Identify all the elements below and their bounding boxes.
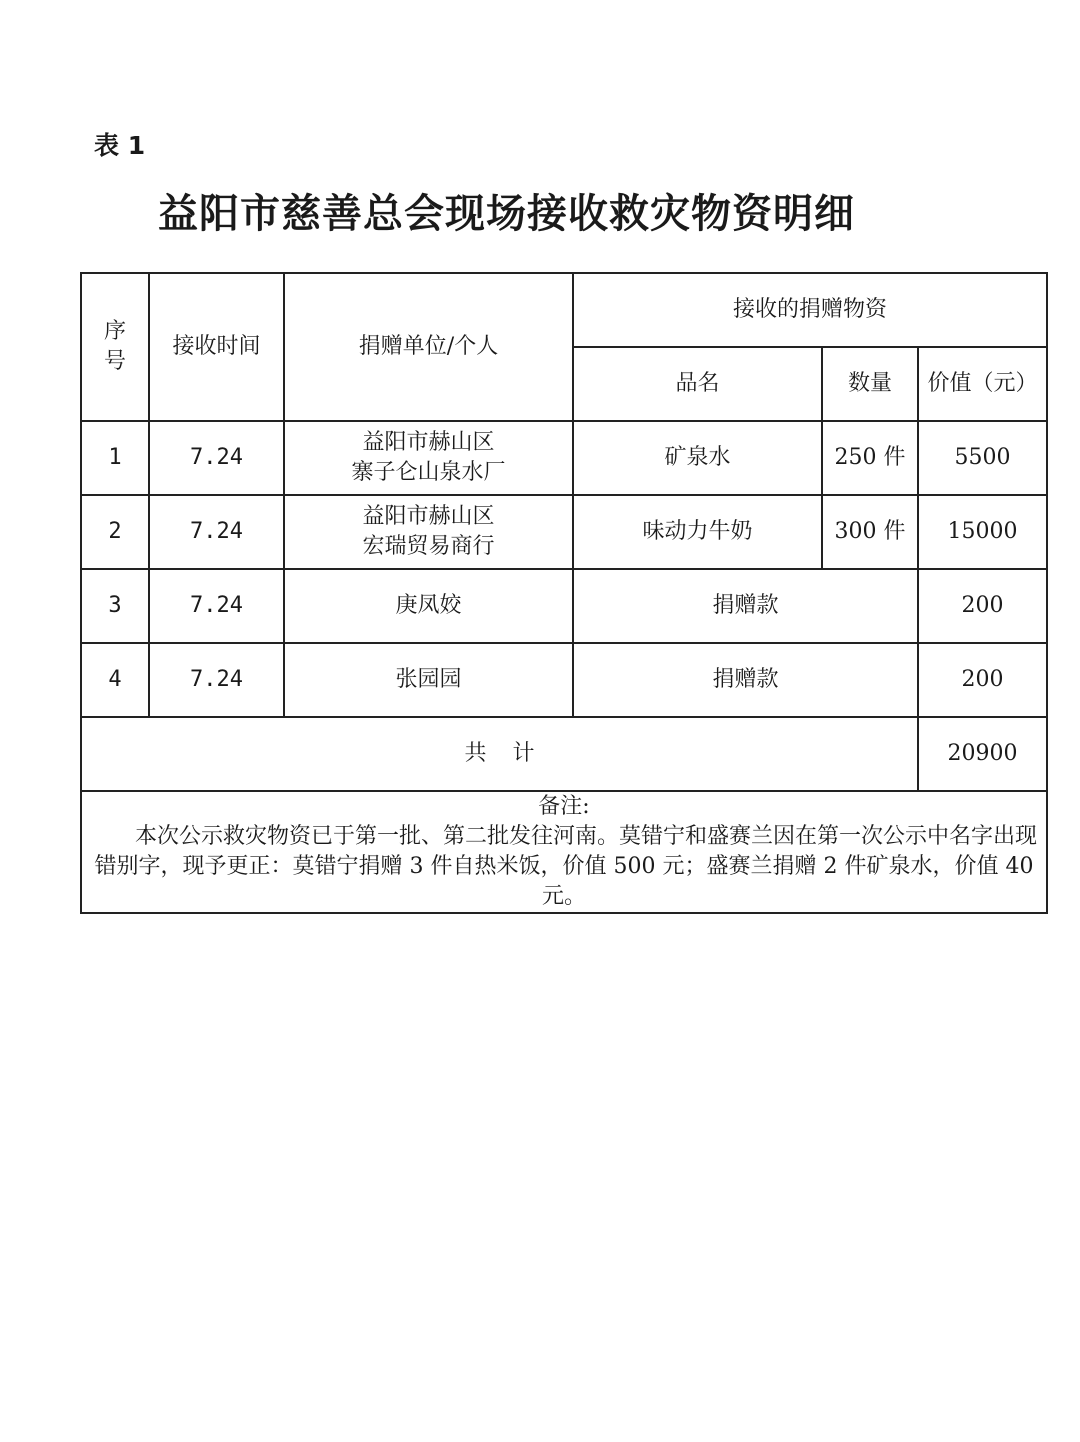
row-value: 5500: [918, 421, 1047, 495]
total-label: [81, 717, 918, 791]
donor-line-2: 宏瑞贸易商行: [362, 534, 495, 559]
row-quantity: 250 件: [822, 421, 918, 495]
note-cell: [81, 791, 1047, 913]
donation-detail-table: [80, 272, 1048, 914]
total-value: 20900: [918, 717, 1047, 791]
document-title: 益阳市慈善总会现场接收救灾物资明细: [158, 191, 855, 237]
table-row: [81, 643, 1047, 717]
row-index: 4: [81, 643, 149, 717]
row-value: 200: [918, 569, 1047, 643]
row-donor: [284, 421, 573, 495]
donor-line-2: 寨子仑山泉水厂: [351, 460, 506, 485]
header-received-goods: 接收的捐赠物资: [573, 273, 1047, 347]
header-quantity: 数量: [822, 347, 918, 421]
row-quantity: 300 件: [822, 495, 918, 569]
row-time: 7.24: [149, 421, 284, 495]
note-text: 本次公示救灾物资已于第一批、第二批发往河南。莫错宁和盛赛兰因在第一次公示中名字出现错别字，现予更正：莫错宁捐赠 3 件自热米饭，价值 500 元；盛赛兰捐赠 2 件矿泉水，价值 40 元。: [94, 824, 1038, 909]
header-index: 序号: [81, 273, 149, 421]
total-label-text: 共计: [464, 741, 561, 766]
table-row: [81, 421, 1047, 495]
row-time: 7.24: [149, 643, 284, 717]
row-time: 7.24: [149, 569, 284, 643]
note-label: 备注:: [538, 794, 590, 819]
row-donor: 庚凤姣: [284, 569, 573, 643]
row-index: 2: [81, 495, 149, 569]
row-time: 7.24: [149, 495, 284, 569]
document-label: 表 1: [94, 131, 146, 160]
row-value: 200: [918, 643, 1047, 717]
donor-line-1: 益阳市赫山区: [362, 504, 495, 529]
row-donor: 张园园: [284, 643, 573, 717]
table-note-row: [81, 791, 1047, 913]
table-row: [81, 495, 1047, 569]
row-item: 捐赠款: [573, 643, 918, 717]
row-item: 矿泉水: [573, 421, 822, 495]
row-item: 捐赠款: [573, 569, 918, 643]
header-donor: 捐赠单位/个人: [284, 273, 573, 421]
table-row: [81, 569, 1047, 643]
row-value: 15000: [918, 495, 1047, 569]
header-time: 接收时间: [149, 273, 284, 421]
row-donor: [284, 495, 573, 569]
table-header-row: [81, 273, 1047, 347]
header-value: 价值（元）: [918, 347, 1047, 421]
row-item: 味动力牛奶: [573, 495, 822, 569]
donor-line-1: 益阳市赫山区: [362, 430, 495, 455]
row-index: 1: [81, 421, 149, 495]
header-item-name: 品名: [573, 347, 822, 421]
row-index: 3: [81, 569, 149, 643]
table-total-row: [81, 717, 1047, 791]
